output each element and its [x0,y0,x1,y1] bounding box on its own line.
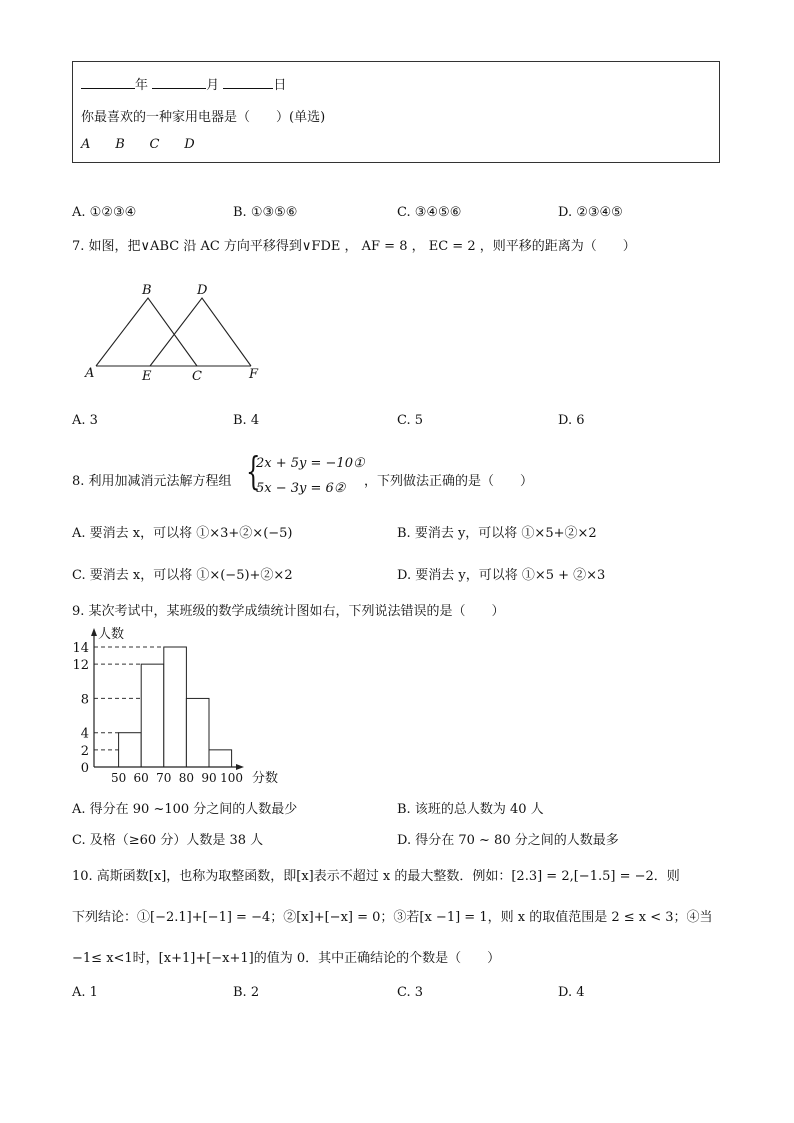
x-axis-title: 分数 [252,771,279,786]
q8-stem-prefix: 8. 利用加减消元法解方程组 [72,474,232,489]
q10-line-1: 10. 高斯函数[x]，也称为取整函数，即[x]表示不超过 x 的最大整数．例如：[2.3] = 2,[−1.5] = −2．则 [72,869,680,884]
x-tick-label: 70 [156,771,172,785]
q10-option-d[interactable]: D. 4 [558,985,585,1000]
month-label: 月 [206,78,220,93]
y-axis-title: 人数 [98,627,125,642]
label-a: A [85,366,95,381]
q7-stem: 7. 如图，把∨ABC 沿 AC 方向平移得到∨FDE ， AF = 8 ， EC = 2 ，则平移的距离为（ ） [72,239,636,254]
day-label: 日 [273,78,287,93]
survey-box [72,61,720,163]
survey-choice-a: A [81,137,91,152]
triangle-edf [150,298,251,366]
y-tick-label: 14 [72,641,89,656]
x-tick-label: 80 [178,771,195,785]
q6-option-c[interactable]: C. ③④⑤⑥ [397,205,462,220]
q7-option-d[interactable]: D. 6 [558,413,585,428]
label-e: E [142,369,152,384]
histogram-bar [209,750,232,767]
month-blank [152,76,206,89]
histogram-bar [119,733,142,767]
y-tick-label: 8 [80,692,89,708]
histogram-bar [141,664,164,767]
label-c: C [192,369,202,384]
year-label: 年 [135,78,149,93]
survey-choice-c: C [149,137,160,152]
q10-option-c[interactable]: C. 3 [397,985,424,1000]
q7-option-b[interactable]: B. 4 [233,413,260,428]
x-tick-label: 50 [110,771,127,785]
y-tick-label: 4 [80,726,89,742]
q8-option-b[interactable]: B. 要消去 y，可以将 ①×5+②×2 [397,526,597,541]
histogram-bar [186,698,209,767]
q8-option-d[interactable]: D. 要消去 y，可以将 ①×5 + ②×3 [397,568,606,583]
q9-option-d[interactable]: D. 得分在 70 ~ 80 分之间的人数最多 [397,833,619,848]
y-tick-label: 12 [72,658,89,674]
x-tick-label: 100 [220,771,244,785]
q10-line-3: −1≤ x<1时，[x+1]+[−x+1]的值为 0．其中正确结论的个数是（ ） [72,951,501,966]
q7-option-c[interactable]: C. 5 [397,413,424,428]
q7-option-a[interactable]: A. 3 [72,413,98,428]
day-blank [223,76,273,89]
q9-option-c[interactable]: C. 及格（≥60 分）人数是 38 人 [72,833,264,848]
q8-option-c[interactable]: C. 要消去 x，可以将 ①×(−5)+②×2 [72,568,293,583]
y-tick-label: 2 [80,743,89,759]
label-b: B [142,283,152,298]
label-f: F [249,367,259,382]
survey-choices [81,137,195,152]
q8-equation-2: 5x − 3y = 6② [256,481,346,496]
triangle-abc [96,298,197,366]
q10-option-b[interactable]: B. 2 [233,985,260,1000]
q8-option-a[interactable]: A. 要消去 x，可以将 ①×3+②×(−5) [72,526,293,541]
q6-option-b[interactable]: B. ①③⑤⑥ [233,205,298,220]
label-d: D [197,283,208,298]
q8-stem-suffix: ，下列做法正确的是（ ） [364,474,534,489]
q9-stem: 9. 某次考试中，某班级的数学成绩统计图如右，下列说法错误的是（ ） [72,604,505,619]
q10-option-a[interactable]: A. 1 [72,985,98,1000]
x-tick-label: 90 [201,771,217,785]
score-histogram [70,622,280,790]
q9-option-b[interactable]: B. 该班的总人数为 40 人 [397,802,544,817]
survey-choice-d: D [184,137,195,152]
q6-option-d[interactable]: D. ②③④⑤ [558,205,623,220]
brace-symbol: { [246,449,261,493]
y-tick-label: 0 [80,761,89,776]
x-tick-label: 60 [133,771,149,785]
q10-line-2: 下列结论：①[−2.1]+[−1] = −4；②[x]+[−x] = 0；③若[x −1] = 1，则 x 的取值范围是 2 ≤ x < 3；④当 [72,910,713,925]
q9-option-a[interactable]: A. 得分在 90 ~100 分之间的人数最少 [72,802,298,817]
survey-choice-b: B [115,137,125,152]
translation-figure [80,280,280,385]
year-blank [81,76,135,89]
survey-question: 你最喜欢的一种家用电器是（ ）(单选) [81,110,326,125]
histogram-bar [164,647,187,767]
q6-option-a[interactable]: A. ①②③④ [72,205,137,220]
x-axis-arrow [236,764,244,770]
survey-date-line [81,74,286,93]
y-axis-arrow [91,628,97,636]
q8-equation-1: 2x + 5y = −10① [256,456,365,471]
